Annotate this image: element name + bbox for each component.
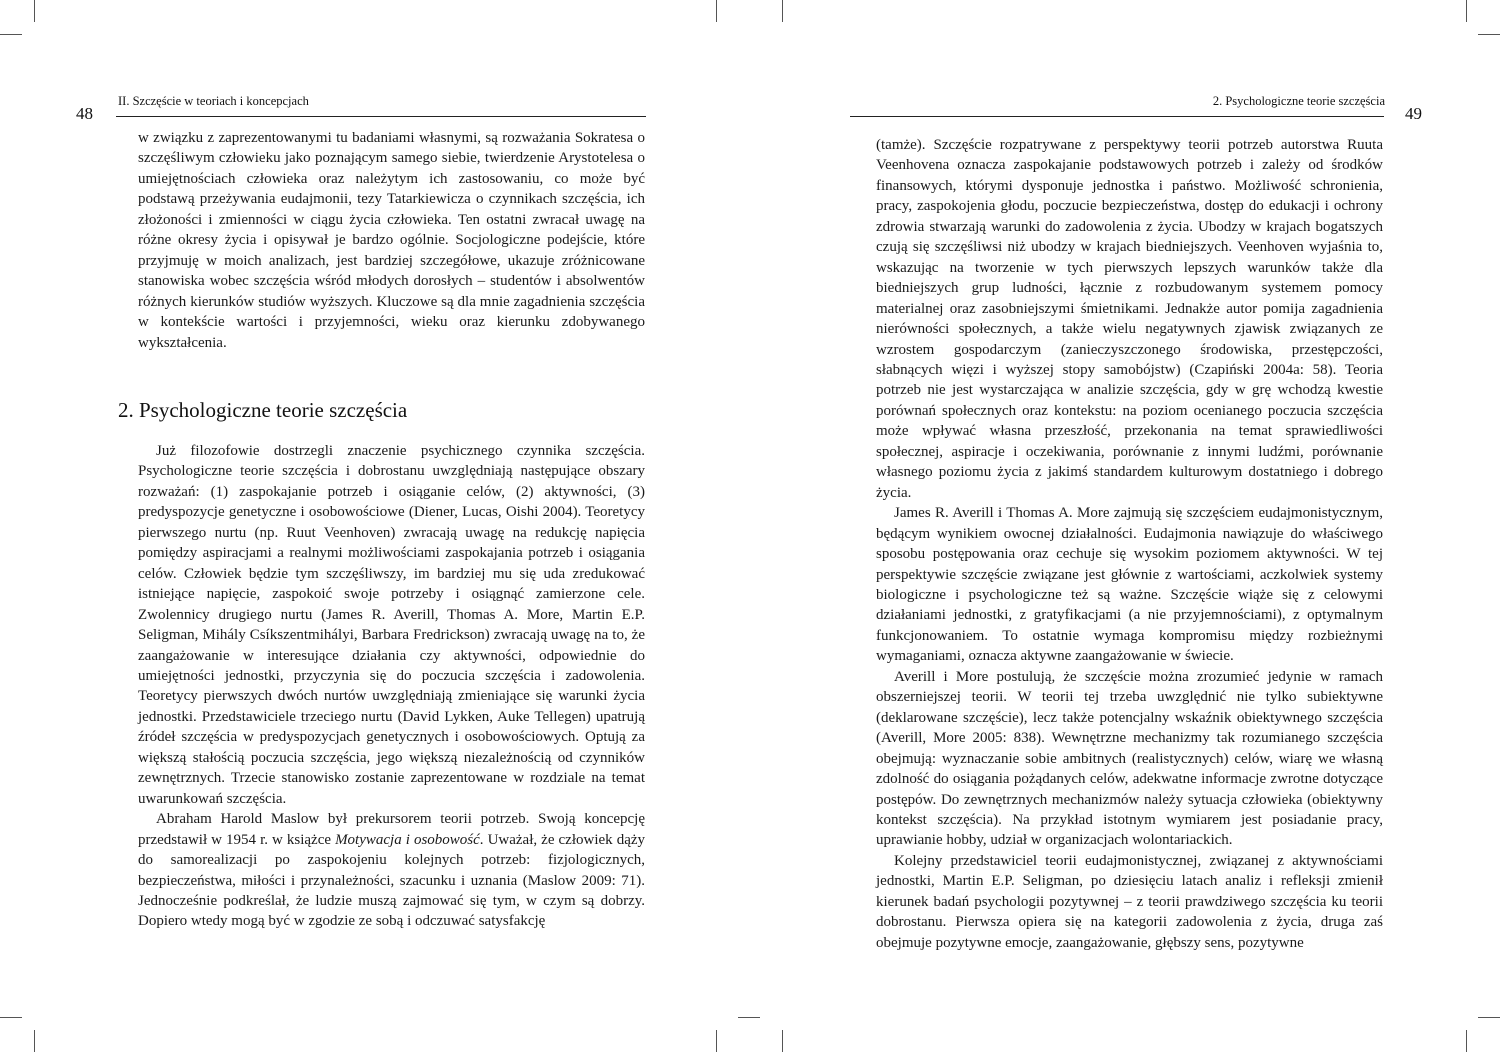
paragraph bbox=[138, 809, 645, 932]
paragraph: Averill i More postulują, że szczęście można zrozumieć jedynie w ramach obszerniejszej teorii. W teorii tej trzeba uwzględnić nie tylko subiektywne (deklarowane szczęście), lecz także potencjalny wskaźnik obiektywnego szczęścia (Averill, More 2005: 838). Wewnętrzne mechanizmy tak rozumianego szczęścia obejmują: wyznaczanie sobie ambitnych (realistycznych) celów, wiarę we własną zdolność do osiągania pożądanych celów, adekwatne informacje zwrotne dotyczące postępów. Do zewnętrznych mechanizmów należy sytuacja człowieka (obiektywny kontekst szczęścia). Na przykład istotnym wymiarem jest posiadanie pracy, uprawianie hobby, udział w organizacjach wolontariackich. bbox=[876, 668, 1383, 849]
paragraph: w związku z zaprezentowanymi tu badaniami własnymi, są rozważania Sokratesa o szczęśliwym człowieku jako poznającym samego siebie, twierdzenie Arystotelesa o umiejętnościach człowieka oraz należytym ich zastosowaniu, co może być podstawą przeżywania eudajmonii, tezy Tatarkiewicza o czynnikach szczęścia, ich złożoności i zmienności w ciągu życia człowieka. Ten ostatni zwracał uwagę na różne okresy życia i opisywał je bardzo ogólnie. Socjologiczne podejście, które przyjmuję w moich analizach, jest bardziej szczegółowe, ukazuje zróżnicowane stanowiska wobec szczęścia wśród młodych dorosłych – studentów i absolwentów różnych kierunków studiów wyższych. Kluczowe są dla mnie zagadnienia szczęścia w kontekście wartości i przyjemności, wieku oraz kierunku zdobywanego wykształcenia. bbox=[138, 130, 645, 351]
body-text-top bbox=[138, 128, 645, 353]
paragraph-text: Abraham Harold Maslow był prekursorem teorii potrzeb. Swoją koncepcję przedstawił w 1954 r. w książce bbox=[138, 811, 645, 848]
section-heading: 2. Psychologiczne teorie szczęścia bbox=[118, 398, 408, 422]
header-rule bbox=[850, 116, 1384, 117]
paragraph: Już filozofowie dostrzegli znaczenie psychicznego czynnika szczęścia. Psychologiczne teorie szczęścia i dobrostanu uwzględniają następujące obszary rozważań: (1) zaspokajanie potrzeb i osiąganie celów, (2) aktywności, (3) predyspozycje genetyczne i osobowościowe (Diener, Lucas, Oishi 2004). Teoretycy pierwszego nurtu (np. Ruut Veenhoven) zwracają uwagę na redukcję napięcia pomiędzy aspiracjami a realnymi możliwościami zaspokajania potrzeb i osiągania celów. Człowiek będzie tym szczęśliwszy, im bardziej mu się uda zredukować istniejące napięcie, zaspokoić swoje potrzeby i osiągnąć zamierzone cele. Zwolennicy drugiego nurtu (James R. Averill, Thomas A. More, Martin E.P. Seligman, Mihály Csíkszentmihályi, Barbara Fredrickson) zwracają uwagę na to, że zaangażowanie w interesujące działania czy aktywności, odpowiednie do umiejętności jednostki, przyczynia się do poczucia szczęścia i zadowolenia. Teoretycy pierwszych dwóch nurtów uwzględniają zmieniające się warunki życia jednostki. Przedstawiciele trzeciego nurtu (David Lykken, Auke Tellegen) upatrują źródeł szczęścia w predyspozycjach genetycznych i osobowościowych. Optują za większą stałością poczucia szczęścia, jego większą niezależnością od czynników zewnętrznych. Trzecie stanowisko zostanie zaprezentowane w rozdziale na temat uwarunkowań szczęścia. bbox=[138, 443, 645, 807]
body-text-bottom bbox=[138, 441, 645, 932]
paragraph: James R. Averill i Thomas A. More zajmują się szczęściem eudajmonistycznym, będącym wynikiem owocnej działalności. Eudajmonia nawiązuje do właściwego sposobu postępowania oraz cechuje się wysokim poziomem aktywności. W tej perspektywie szczęście związane jest głównie z wartościami, aczkolwiek systemy biologiczne i psychologiczne też są ważne. Szczęście wiąże się z celowymi działaniami jednostki, z gratyfikacjami (a nie przyjemnościami), z optymalnym funkcjonowaniem. To ostatnie wymaga kompromisu między rozbieżnymi wymaganiami, oznacza aktywne zaangażowanie w świecie. bbox=[876, 505, 1383, 665]
paragraph: (tamże). Szczęście rozpatrywane z perspektywy teorii potrzeb autorstwa Ruuta Veenhovena oznacza zaspokajanie podstawowych potrzeb i zależy od środków finansowych, którymi dysponuje jednostka i państwo. Możliwość schronienia, pracy, zaspokojenia głodu, poczucie bezpieczeństwa, dostęp do edukacji i ochrony zdrowia stwarzają warunki do zadowolenia z życia. Ubodzy w krajach bogatszych czują się szczęśliwsi niż ubodzy w krajach biedniejszych. Veenhoven wyjaśnia to, wskazując na tworzenie w tych pierwszych lepszych warunków także dla biedniejszych grup ludności, łącznie z rozbudowanym systemem pomocy materialnej oraz zasobniejszymi śmietnikami. Jednakże autor pomija zagadnienia nierówności społecznych, a także wielu negatywnych zjawisk związanych ze wzrostem gospodarczym (zanieczyszczonego środowiska, przestępczości, słabnących więzi i wyższej stopy samobójstw) (Czapiński 2004a: 58). Teoria potrzeb nie jest wystarczająca w analizie szczęścia, gdy w grę wchodzą kwestie porównań społecznych oraz kontekstu: na poziom ocenianego poczucia szczęścia może wpływać własna przeszłość, przekonania na temat sprawiedliwości społecznej, aspiracje i oczekiwania, porównanie z innymi ludźmi, porównanie własnego poziomu życia z jakimś standardem kulturowym dostatniego i dobrego życia. bbox=[876, 137, 1383, 501]
paragraph: Kolejny przedstawiciel teorii eudajmonistycznej, związanej z aktywnościami jednostki, Martin E.P. Seligman, po dziesięciu latach analiz i refleksji zmienił kierunek badań psychologii pozytywnej – z teorii prawdziwego szczęścia ku teorii dobrostanu. Pierwsza opiera się na kategorii zadowolenia z życia, druga zaś obejmuje pozytywne emocje, zaangażowanie, głębszy sens, pozytywne bbox=[876, 852, 1383, 951]
running-head: 2. Psychologiczne teorie szczęścia bbox=[1212, 94, 1385, 108]
book-title: Motywacja i osobowość bbox=[335, 831, 480, 848]
body-text bbox=[876, 135, 1383, 953]
page-number: 48 bbox=[76, 104, 93, 123]
header-rule bbox=[116, 116, 646, 117]
right-page bbox=[750, 0, 1500, 1052]
running-head: II. Szczęście w teoriach i koncepcjach bbox=[118, 94, 309, 108]
page-number: 49 bbox=[1405, 104, 1422, 123]
paragraph-text: . Uważał, że człowiek dąży do samorealizacji po zaspokojeniu kolejnych potrzeb: fizjologicznych, bezpieczeństwa, miłości i przynależności, szacunku i uznania (Maslow 2009: 71). Jednocześnie podkreślał, że ludzie muszą zajmować się tym, w czym są dobrzy. Dopiero wtedy mogą być w zgodzie ze sobą i odczuwać satysfakcję bbox=[138, 831, 646, 930]
